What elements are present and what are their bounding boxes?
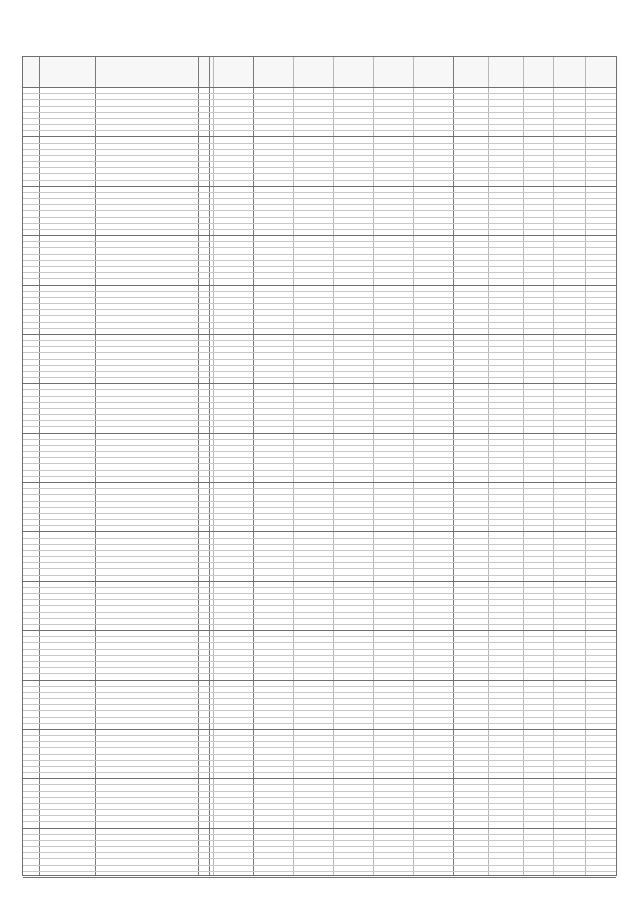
row-divider xyxy=(23,124,616,125)
section-divider xyxy=(23,828,616,829)
row-divider xyxy=(23,414,616,415)
row-divider xyxy=(23,593,616,594)
section-divider xyxy=(23,531,616,532)
row-divider xyxy=(23,389,616,390)
row-divider xyxy=(23,377,616,378)
section-divider xyxy=(23,87,616,88)
row-divider xyxy=(23,352,616,353)
row-divider xyxy=(23,698,616,699)
row-divider xyxy=(23,494,616,495)
row-divider xyxy=(23,692,616,693)
row-divider xyxy=(23,396,616,397)
section-divider xyxy=(23,630,616,631)
budget-table xyxy=(22,56,617,876)
table-header xyxy=(23,57,616,88)
row-divider xyxy=(23,155,616,156)
row-divider xyxy=(23,278,616,279)
row-divider xyxy=(23,180,616,181)
row-divider xyxy=(23,322,616,323)
row-divider xyxy=(23,525,616,526)
section-divider xyxy=(23,285,616,286)
section-divider xyxy=(23,136,616,137)
row-divider xyxy=(23,704,616,705)
row-divider xyxy=(23,834,616,835)
row-divider xyxy=(23,488,616,489)
row-divider xyxy=(23,710,616,711)
row-divider xyxy=(23,408,616,409)
row-divider xyxy=(23,587,616,588)
row-divider xyxy=(23,760,616,761)
row-divider xyxy=(23,754,616,755)
row-divider xyxy=(23,247,616,248)
row-divider xyxy=(23,686,616,687)
row-divider xyxy=(23,173,616,174)
row-divider xyxy=(23,797,616,798)
section-divider xyxy=(23,778,616,779)
section-divider xyxy=(23,581,616,582)
row-divider xyxy=(23,642,616,643)
row-divider xyxy=(23,624,616,625)
row-divider xyxy=(23,303,616,304)
row-divider xyxy=(23,106,616,107)
row-divider xyxy=(23,513,616,514)
row-divider xyxy=(23,297,616,298)
row-divider xyxy=(23,871,616,872)
section-divider xyxy=(23,680,616,681)
row-divider xyxy=(23,210,616,211)
row-divider xyxy=(23,655,616,656)
row-divider xyxy=(23,803,616,804)
row-divider xyxy=(23,167,616,168)
row-divider xyxy=(23,605,616,606)
row-divider xyxy=(23,568,616,569)
row-divider xyxy=(23,426,616,427)
row-divider xyxy=(23,846,616,847)
row-divider xyxy=(23,204,616,205)
section-divider xyxy=(23,334,616,335)
row-divider xyxy=(23,118,616,119)
row-divider xyxy=(23,865,616,866)
row-divider xyxy=(23,821,616,822)
row-divider xyxy=(23,723,616,724)
row-divider xyxy=(23,260,616,261)
row-divider xyxy=(23,501,616,502)
row-divider xyxy=(23,346,616,347)
section-divider xyxy=(23,235,616,236)
row-divider xyxy=(23,371,616,372)
section-divider xyxy=(23,729,616,730)
row-divider xyxy=(23,93,616,94)
row-divider xyxy=(23,130,616,131)
row-divider xyxy=(23,575,616,576)
row-divider xyxy=(23,309,616,310)
row-divider xyxy=(23,661,616,662)
row-divider xyxy=(23,852,616,853)
row-divider xyxy=(23,161,616,162)
row-divider xyxy=(23,217,616,218)
row-divider xyxy=(23,112,616,113)
row-divider xyxy=(23,365,616,366)
section-divider xyxy=(23,482,616,483)
section-divider xyxy=(23,383,616,384)
row-divider xyxy=(23,402,616,403)
row-divider xyxy=(23,451,616,452)
row-divider xyxy=(23,340,616,341)
row-divider xyxy=(23,445,616,446)
row-divider xyxy=(23,784,616,785)
row-divider xyxy=(23,544,616,545)
row-divider xyxy=(23,241,616,242)
row-divider xyxy=(23,143,616,144)
section-divider xyxy=(23,186,616,187)
row-divider xyxy=(23,809,616,810)
row-divider xyxy=(23,328,616,329)
row-divider xyxy=(23,840,616,841)
row-divider xyxy=(23,538,616,539)
row-divider xyxy=(23,254,616,255)
section-divider xyxy=(23,877,616,878)
row-divider xyxy=(23,747,616,748)
row-divider xyxy=(23,507,616,508)
row-divider xyxy=(23,223,616,224)
row-divider xyxy=(23,266,616,267)
row-divider xyxy=(23,562,616,563)
row-divider xyxy=(23,229,616,230)
row-divider xyxy=(23,717,616,718)
row-divider xyxy=(23,457,616,458)
row-divider xyxy=(23,463,616,464)
row-divider xyxy=(23,599,616,600)
row-divider xyxy=(23,735,616,736)
row-divider xyxy=(23,149,616,150)
section-divider xyxy=(23,433,616,434)
row-divider xyxy=(23,315,616,316)
row-divider xyxy=(23,420,616,421)
row-divider xyxy=(23,272,616,273)
row-divider xyxy=(23,772,616,773)
row-divider xyxy=(23,476,616,477)
row-divider xyxy=(23,766,616,767)
row-divider xyxy=(23,741,616,742)
row-divider xyxy=(23,291,616,292)
row-divider xyxy=(23,359,616,360)
row-divider xyxy=(23,556,616,557)
row-divider xyxy=(23,198,616,199)
row-divider xyxy=(23,550,616,551)
row-divider xyxy=(23,192,616,193)
row-divider xyxy=(23,519,616,520)
row-divider xyxy=(23,470,616,471)
row-divider xyxy=(23,649,616,650)
row-divider xyxy=(23,858,616,859)
row-divider xyxy=(23,673,616,674)
row-divider xyxy=(23,636,616,637)
row-divider xyxy=(23,612,616,613)
row-divider xyxy=(23,439,616,440)
row-divider xyxy=(23,99,616,100)
row-divider xyxy=(23,815,616,816)
row-divider xyxy=(23,618,616,619)
row-divider xyxy=(23,791,616,792)
row-divider xyxy=(23,667,616,668)
